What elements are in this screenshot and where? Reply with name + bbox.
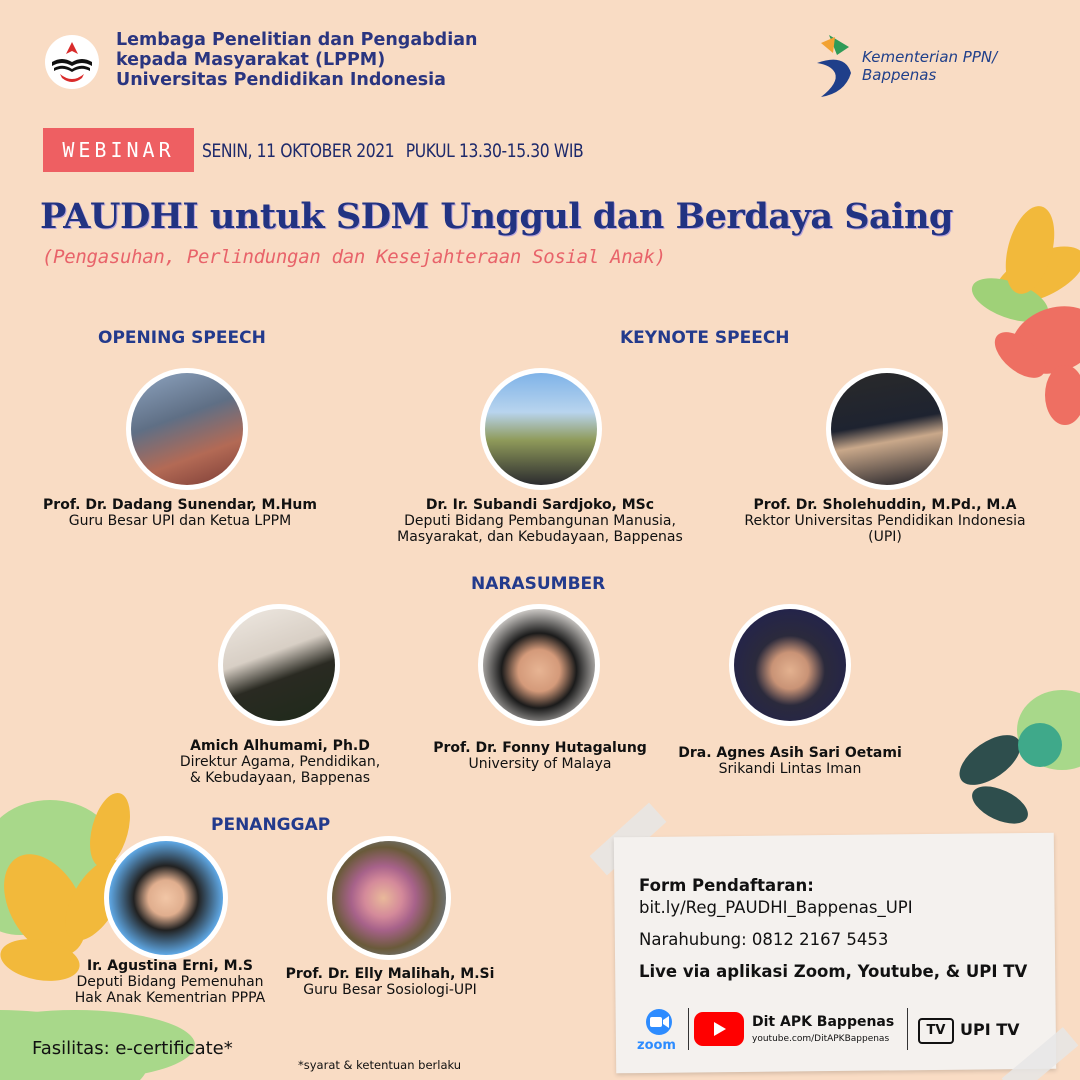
speaker-fonny — [400, 740, 680, 772]
speaker-role: Guru Besar UPI dan Ketua LPPM — [68, 513, 292, 529]
live-platforms: Live via aplikasi Zoom, Youtube, & UPI TV — [639, 962, 1028, 981]
speaker-role: Masyarakat, dan Kebudayaan, Bappenas — [397, 529, 683, 545]
page-subtitle: (Pengasuhan, Perlindungan dan Kesejahteraan Sosial Anak) — [42, 246, 666, 268]
speaker-role: Rektor Universitas Pendidikan Indonesia — [744, 513, 1026, 529]
partner-line-2: Bappenas — [862, 66, 937, 84]
speaker-name: Dr. Ir. Subandi Sardjoko, MSc — [425, 497, 655, 513]
speaker-photo-sholehuddin — [826, 368, 948, 490]
speaker-role: Hak Anak Kementrian PPPA — [74, 990, 266, 1006]
org-line-3: Universitas Pendidikan Indonesia — [116, 70, 446, 90]
speaker-role: Deputi Bidang Pemenuhan — [76, 974, 264, 990]
speaker-dadang — [30, 497, 330, 529]
org-line-1: Lembaga Penelitian dan Pengabdian — [116, 30, 478, 50]
section-opening-speech: OPENING SPEECH — [98, 328, 266, 348]
zoom-label: zoom — [637, 1038, 676, 1053]
speaker-photo-fonny — [478, 604, 600, 726]
section-keynote-speech: KEYNOTE SPEECH — [620, 328, 790, 348]
speaker-photo-dadang — [126, 368, 248, 490]
speaker-role: Srikandi Lintas Iman — [718, 761, 862, 777]
form-label: Form Pendaftaran: — [639, 876, 814, 895]
speaker-agnes — [660, 745, 920, 777]
section-narasumber: NARASUMBER — [471, 574, 606, 594]
speaker-name: Prof. Dr. Dadang Sunendar, M.Hum — [43, 497, 317, 513]
speaker-role: Deputi Bidang Pembangunan Manusia, — [404, 513, 676, 529]
partner-line-1: Kementerian PPN/ — [862, 48, 998, 66]
form-link[interactable]: bit.ly/Reg_PAUDHI_Bappenas_UPI — [639, 898, 913, 917]
youtube-icon — [694, 1012, 744, 1046]
speaker-name: Dra. Agnes Asih Sari Oetami — [678, 745, 902, 761]
speaker-elly — [260, 966, 520, 998]
divider — [688, 1008, 689, 1050]
org-name — [116, 30, 477, 90]
org-line-2: kepada Masyarakat (LPPM) — [116, 50, 386, 70]
speaker-photo-agnes — [729, 604, 851, 726]
upi-tv-label: UPI TV — [960, 1020, 1020, 1039]
zoom-icon — [640, 1008, 678, 1038]
speaker-name: Ir. Agustina Erni, M.S — [86, 958, 253, 974]
speaker-photo-subandi — [480, 368, 602, 490]
event-datetime — [202, 140, 595, 162]
speaker-role: University of Malaya — [468, 756, 612, 772]
youtube-url[interactable]: youtube.com/DitAPKBappenas — [752, 1034, 890, 1044]
speaker-role: & Kebudayaan, Bappenas — [189, 770, 371, 786]
speaker-photo-amich — [218, 604, 340, 726]
speaker-subandi — [350, 497, 730, 545]
page-title: PAUDHI untuk SDM Unggul dan Berdaya Saing — [40, 196, 953, 237]
fasilitas-text: Fasilitas: e-certificate* — [32, 1038, 233, 1059]
section-penanggap: PENANGGAP — [211, 815, 331, 835]
webinar-badge: WEBINAR — [43, 128, 194, 172]
speaker-role: Direktur Agama, Pendidikan, — [179, 754, 381, 770]
divider — [907, 1008, 908, 1050]
speaker-photo-agustina — [104, 836, 228, 960]
speaker-sholehuddin — [715, 497, 1055, 545]
bappenas-logo — [815, 33, 855, 99]
event-time: PUKUL 13.30-15.30 WIB — [405, 140, 584, 162]
speaker-name: Prof. Dr. Sholehuddin, M.Pd., M.A — [753, 497, 1017, 513]
speaker-amich — [130, 738, 430, 786]
speaker-role: (UPI) — [868, 529, 902, 545]
event-date: SENIN, 11 OKTOBER 2021 — [202, 140, 395, 162]
contact-number: Narahubung: 0812 2167 5453 — [639, 930, 889, 949]
speaker-role: Guru Besar Sosiologi-UPI — [303, 982, 477, 998]
tv-icon: TV — [918, 1018, 954, 1044]
terms-note: *syarat & ketentuan berlaku — [298, 1058, 462, 1072]
speaker-name: Prof. Dr. Fonny Hutagalung — [433, 740, 647, 756]
speaker-photo-elly — [327, 836, 451, 960]
partner-name — [862, 48, 997, 84]
speaker-name: Amich Alhumami, Ph.D — [190, 738, 370, 754]
speaker-name: Prof. Dr. Elly Malihah, M.Si — [285, 966, 495, 982]
youtube-channel: Dit APK Bappenas — [752, 1014, 895, 1030]
upi-logo — [44, 34, 100, 90]
